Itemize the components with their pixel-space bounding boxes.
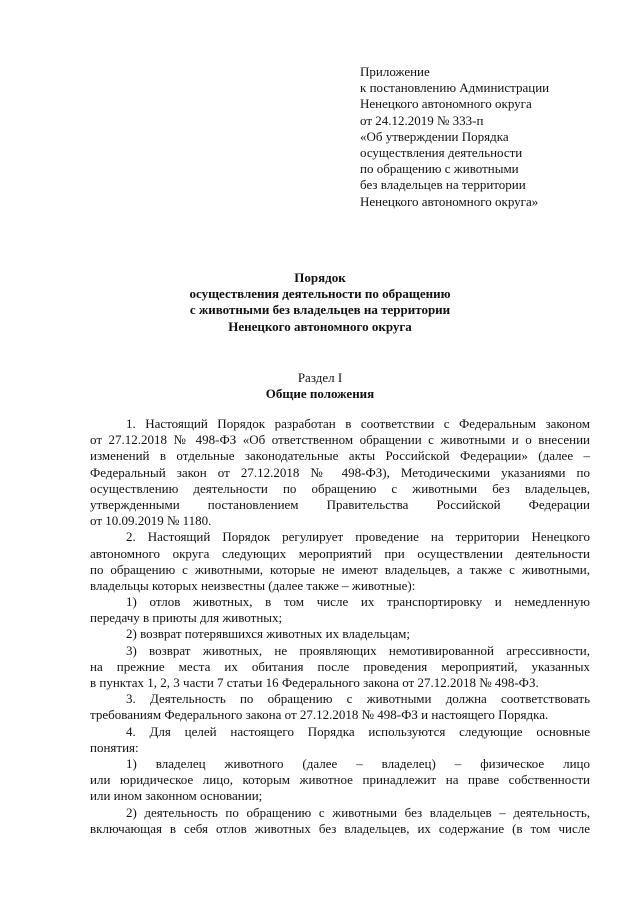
- paragraph-line: 1) отлов животных, в том числе их транспортировку и немедленную: [126, 594, 590, 610]
- paragraph-line: 3) возврат животных, не проявляющих немотивированной агрессивности,: [126, 642, 590, 658]
- paragraph-line: утвержденными постановлением Правительства Российской Федерации: [90, 496, 590, 512]
- paragraph-line: требованиям Федерального закона от 27.12.2018 № 498-ФЗ и настоящего Порядка.: [90, 707, 549, 723]
- section-number: Раздел I: [297, 370, 343, 385]
- appendix-line: Ненецкого автономного округа: [360, 96, 532, 112]
- paragraph-line: от 10.09.2019 № 1180.: [90, 513, 212, 529]
- appendix-line: Приложение: [360, 64, 430, 79]
- paragraph-line: изменений в отдельные законодательные акты Российской Федерации» (далее –: [90, 448, 590, 464]
- appendix-line: осуществления деятельности: [360, 145, 523, 161]
- paragraph-line: автономного округа следующих мероприятий при осуществлении деятельности: [90, 545, 590, 561]
- paragraph-line: на прежние места их обитания после проведения мероприятий, указанных: [90, 658, 590, 674]
- title-line: Ненецкого автономного округа: [228, 318, 412, 334]
- paragraph-line: или ином законном основании;: [90, 788, 263, 804]
- paragraph-line: осуществлению деятельности по обращению с животными без владельцев,: [90, 480, 590, 496]
- appendix-header: [360, 64, 610, 210]
- paragraph-line: от 27.12.2018 № 498-ФЗ «Об ответственном обращении с животными и о внесении: [90, 432, 590, 448]
- paragraph-line: 1) владелец животного (далее – владелец) – физическое лицо: [126, 755, 590, 771]
- appendix-line: «Об утверждении Порядка: [360, 128, 509, 144]
- appendix-line: без владельцев на территории: [360, 177, 526, 193]
- paragraph-line: передачу в приюты для животных;: [90, 610, 283, 626]
- appendix-line: по обращению с животными: [360, 161, 519, 177]
- section-title: Общие положения: [265, 386, 375, 401]
- paragraph-line: 2) деятельность по обращению с животными без владельцев – деятельность,: [126, 804, 590, 820]
- paragraph-line: или юридическое лицо, которым животное принадлежит на праве собственности: [90, 772, 590, 788]
- document-title: [0, 270, 640, 335]
- paragraph-line: Федеральный закон от 27.12.2018 № 498-ФЗ), Методическими указаниями по: [90, 464, 590, 480]
- title-line: Порядок: [294, 270, 346, 285]
- appendix-line: Ненецкого автономного округа»: [360, 193, 539, 209]
- title-line: осуществления деятельности по обращению: [189, 286, 451, 302]
- appendix-line: к постановлению Администрации: [360, 80, 550, 96]
- paragraph-line: 4. Для целей настоящего Порядка используются следующие основные: [126, 723, 590, 739]
- appendix-line: от 24.12.2019 № 333-п: [360, 112, 484, 128]
- paragraph-line: владельцы которых неизвестны (далее также – животные):: [90, 577, 416, 593]
- paragraph-line: 1. Настоящий Порядок разработан в соответствии с Федеральным законом: [126, 416, 590, 431]
- paragraph-line: по обращению с животными, которые не имеют владельцев, а также с животными,: [90, 561, 590, 577]
- document-body: [90, 416, 590, 837]
- paragraph-line: понятия:: [90, 739, 139, 755]
- paragraph-line: 2. Настоящий Порядок регулирует проведение на территории Ненецкого: [126, 529, 590, 545]
- paragraph-line: 3. Деятельность по обращению с животными должна соответствовать: [126, 691, 590, 707]
- title-line: с животными без владельцев на территории: [189, 302, 451, 318]
- paragraph-line: включающая в себя отлов животных без владельцев, их содержание (в том числе: [90, 820, 590, 836]
- paragraph-line: в пунктах 1, 2, 3 части 7 статьи 16 Федерального закона от 27.12.2018 № 498-ФЗ.: [90, 675, 539, 690]
- paragraph-line: 2) возврат потерявшихся животных их владельцам;: [126, 626, 410, 642]
